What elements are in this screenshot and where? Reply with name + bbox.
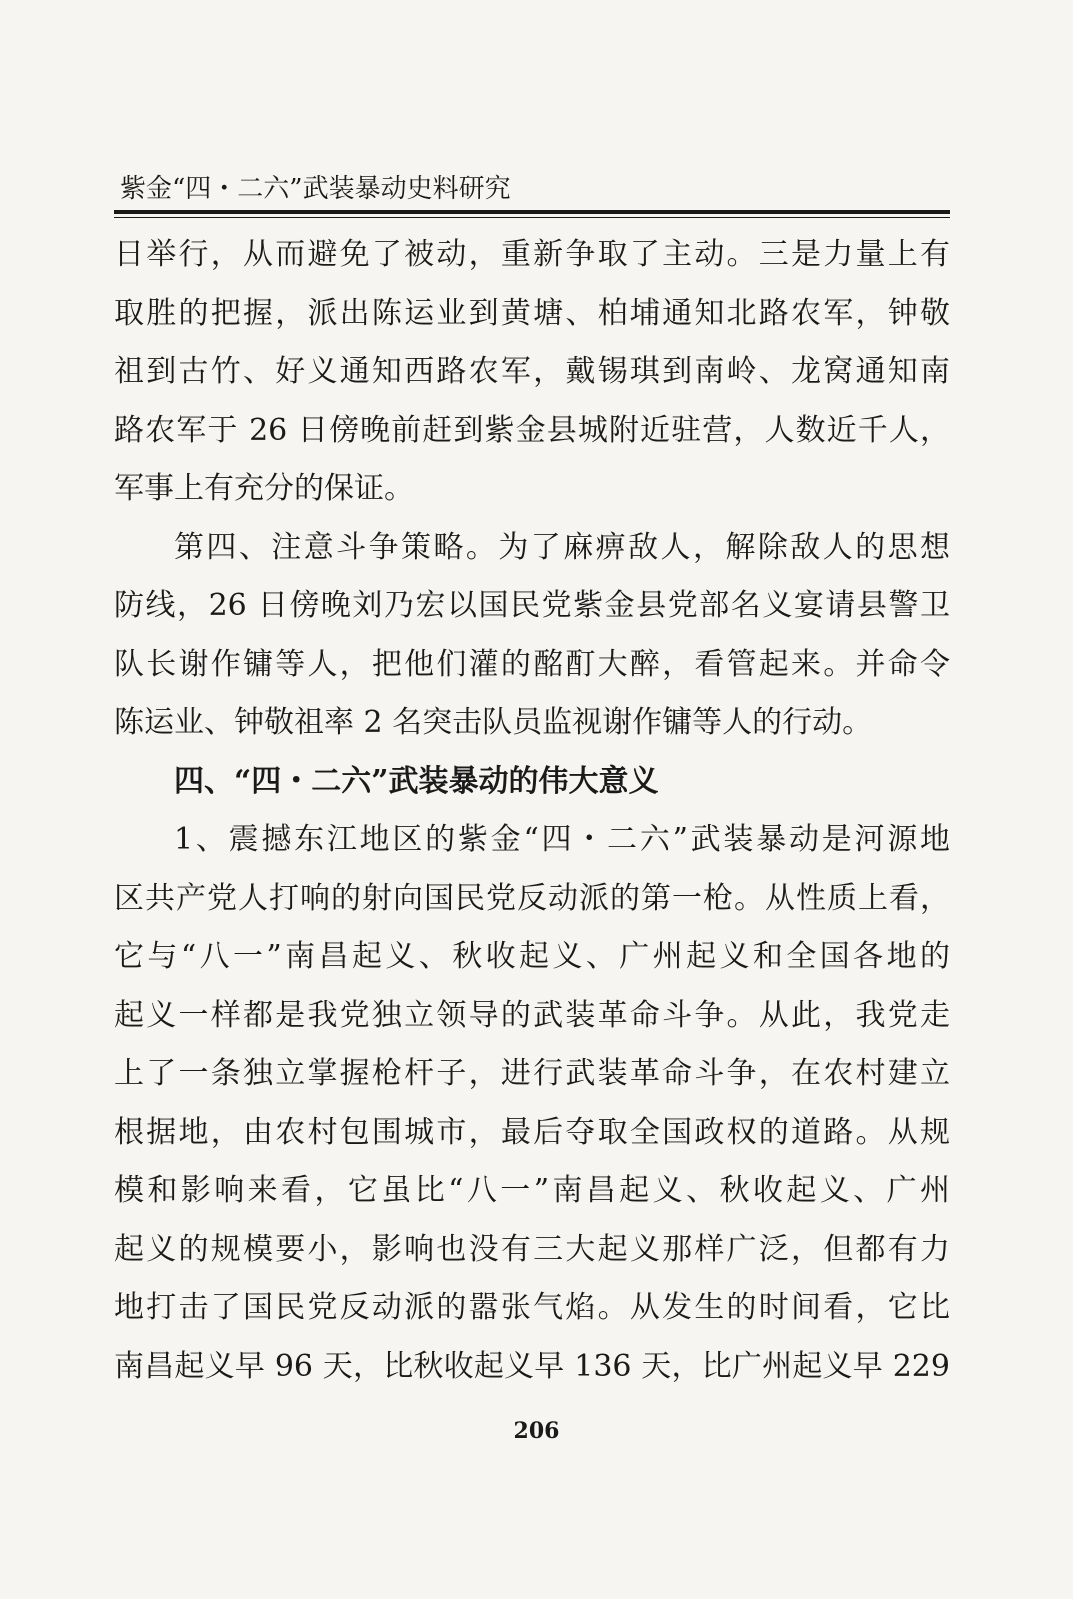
header-rule-thick <box>114 210 950 214</box>
text-line: 祖到古竹、好义通知西路农军，戴锡琪到南岭、龙窝通知南 <box>114 354 950 389</box>
text-line: 上了一条独立掌握枪杆子，进行武装革命斗争，在农村建立 <box>114 1056 950 1091</box>
text-line: 南昌起义早 96 天，比秋收起义早 136 天，比广州起义早 229 <box>114 1348 950 1384</box>
paragraph-first-line: 1、震撼东江地区的紫金“四・二六”武装暴动是河源地 <box>174 822 950 857</box>
text-line: 模和影响来看，它虽比“八一”南昌起义、秋收起义、广州 <box>114 1173 950 1208</box>
text-line: 陈运业、钟敬祖率 2 名突击队员监视谢作镛等人的行动。 <box>114 705 873 740</box>
body-text <box>114 235 950 1405</box>
page-number: 206 <box>513 1418 560 1444</box>
running-head-title: 紫金“四・二六”武装暴动史料研究 <box>120 174 511 204</box>
text-line: 军事上有充分的保证。 <box>114 471 414 506</box>
text-line: 队长谢作镛等人，把他们灌的酩酊大醉，看管起来。并命令 <box>114 646 950 682</box>
text-line: 取胜的把握，派出陈运业到黄塘、柏埔通知北路农军，钟敬 <box>114 295 950 331</box>
text-line: 防线，26 日傍晚刘乃宏以国民党紫金县党部名义宴请县警卫 <box>114 588 950 623</box>
text-line: 路农军于 26 日傍晚前赶到紫金县城附近驻营，人数近千人， <box>114 412 950 448</box>
text-line: 地打击了国民党反动派的嚣张气焰。从发生的时间看，它比 <box>114 1290 950 1325</box>
text-line: 日举行，从而避免了被动，重新争取了主动。三是力量上有 <box>114 237 950 272</box>
paragraph-first-line: 第四、注意斗争策略。为了麻痹敌人，解除敌人的思想 <box>174 529 950 565</box>
text-line: 起义的规模要小，影响也没有三大起义那样广泛，但都有力 <box>114 1231 950 1267</box>
text-line: 起义一样都是我党独立领导的武装革命斗争。从此，我党走 <box>114 997 950 1033</box>
text-line: 它与“八一”南昌起义、秋收起义、广州起义和全国各地的 <box>114 939 950 974</box>
text-line: 区共产党人打响的射向国民党反动派的第一枪。从性质上看， <box>114 880 950 916</box>
text-line: 根据地，由农村包围城市，最后夺取全国政权的道路。从规 <box>114 1114 950 1150</box>
header-rule-thin <box>114 217 950 218</box>
section-heading: 四、“四・二六”武装暴动的伟大意义 <box>174 763 659 799</box>
